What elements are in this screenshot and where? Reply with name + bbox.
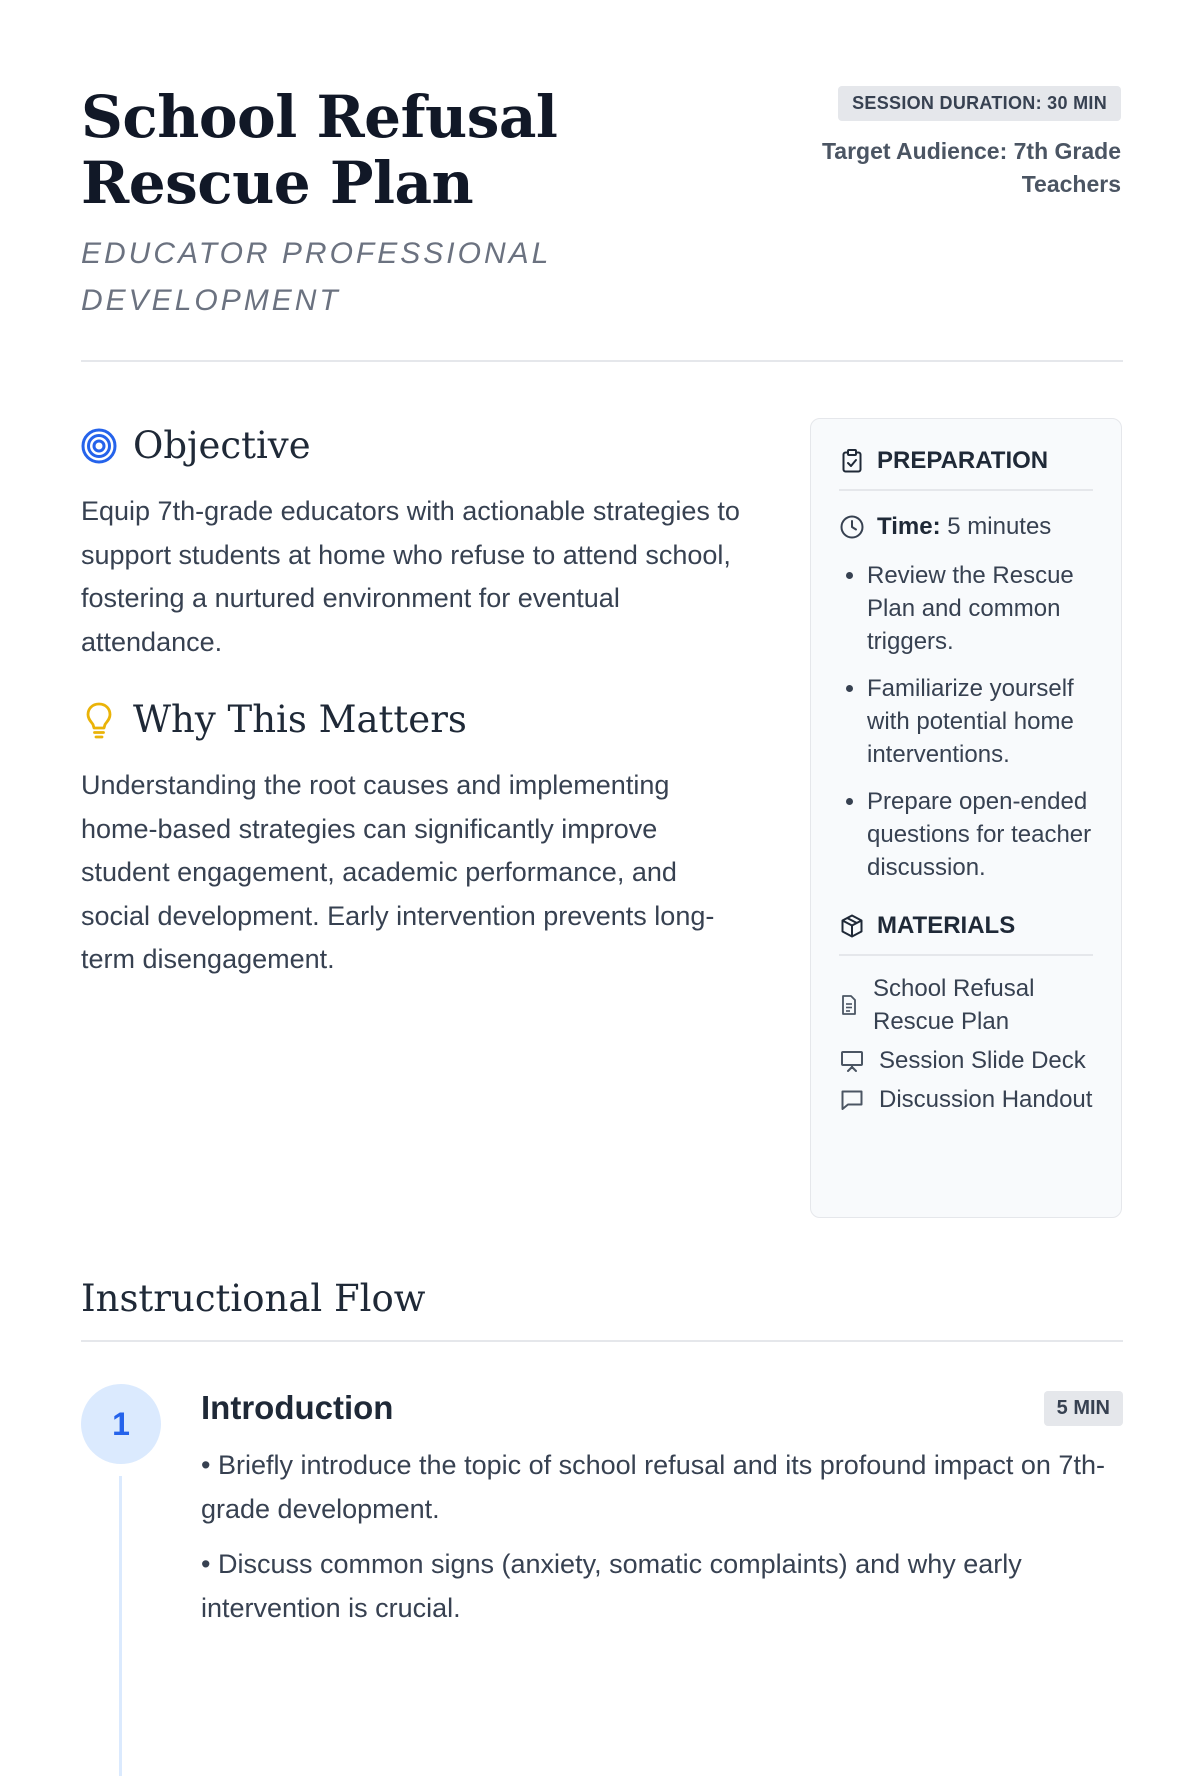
step-number-badge: 1 [81, 1384, 161, 1464]
presentation-icon [839, 1048, 865, 1074]
target-audience: Target Audience: 7th Grade Teachers [821, 138, 1121, 197]
instructional-flow [81, 1272, 1123, 1684]
document-icon [839, 994, 859, 1016]
prep-time [839, 513, 1093, 541]
objective-heading [81, 420, 751, 472]
material-item[interactable] [839, 972, 1093, 1038]
page-title: School Refusal Rescue Plan [81, 83, 558, 217]
why-heading [81, 694, 751, 746]
chat-bubble-icon [839, 1087, 865, 1113]
step-title: Introduction [201, 1389, 394, 1426]
step-content [201, 1384, 1123, 1642]
main-content [81, 420, 751, 982]
preparation-list [839, 559, 1093, 884]
preparation-heading-label: PREPARATION [877, 447, 1049, 474]
why-text: Understanding the root causes and implementing home-based strategies can significantly improve student engagement, academic performance, and social development. Early intervention prevents long-term disengagement. [81, 770, 715, 974]
why-section [81, 694, 751, 982]
list-item: • Familiarize yourself with potential home interventions. [867, 672, 1093, 771]
session-meta [781, 86, 1121, 201]
material-item[interactable] [839, 1044, 1093, 1077]
flow-step [81, 1384, 1123, 1684]
list-item: • Discuss common signs (anxiety, somatic complaints) and why early intervention is crucial. [201, 1549, 1022, 1623]
clock-icon [839, 514, 865, 540]
package-icon [839, 913, 865, 939]
list-item: • Review the Rescue Plan and common triggers. [867, 559, 1093, 658]
step-header [201, 1384, 1123, 1432]
material-label: Discussion Handout [879, 1086, 1093, 1113]
flow-heading: Instructional Flow [81, 1272, 1123, 1342]
objective-heading-label: Objective [133, 424, 311, 467]
materials-list [839, 972, 1093, 1116]
clipboard-check-icon [839, 448, 865, 474]
materials-heading-label: MATERIALS [877, 912, 1016, 939]
prep-time-label: Time: [877, 513, 941, 540]
material-item[interactable] [839, 1083, 1093, 1116]
lightbulb-icon [81, 700, 117, 740]
step-points [201, 1444, 1123, 1630]
why-heading-label: Why This Matters [133, 698, 467, 741]
prep-time-value: 5 minutes [947, 513, 1052, 540]
material-label: Session Slide Deck [879, 1047, 1086, 1074]
preparation-sidebar [810, 418, 1122, 1218]
session-duration-badge: SESSION DURATION: 30 MIN [838, 86, 1121, 121]
preparation-heading [839, 447, 1093, 491]
materials-heading [839, 912, 1093, 956]
material-label: School Refusal Rescue Plan [873, 975, 1035, 1035]
step-duration-badge: 5 MIN [1044, 1391, 1123, 1426]
header-divider [81, 360, 1123, 362]
timeline-connector [119, 1476, 122, 1776]
page-subtitle: EDUCATOR PROFESSIONAL DEVELOPMENT [81, 237, 551, 317]
objective-section [81, 420, 751, 664]
list-item: • Briefly introduce the topic of school refusal and its profound impact on 7th-grade development. [201, 1450, 1105, 1524]
list-item: • Prepare open-ended questions for teacher discussion. [867, 785, 1093, 884]
objective-text: Equip 7th-grade educators with actionable strategies to support students at home who refuse to attend school, fostering a nurtured environment for eventual attendance. [81, 496, 740, 657]
target-icon [81, 428, 117, 464]
